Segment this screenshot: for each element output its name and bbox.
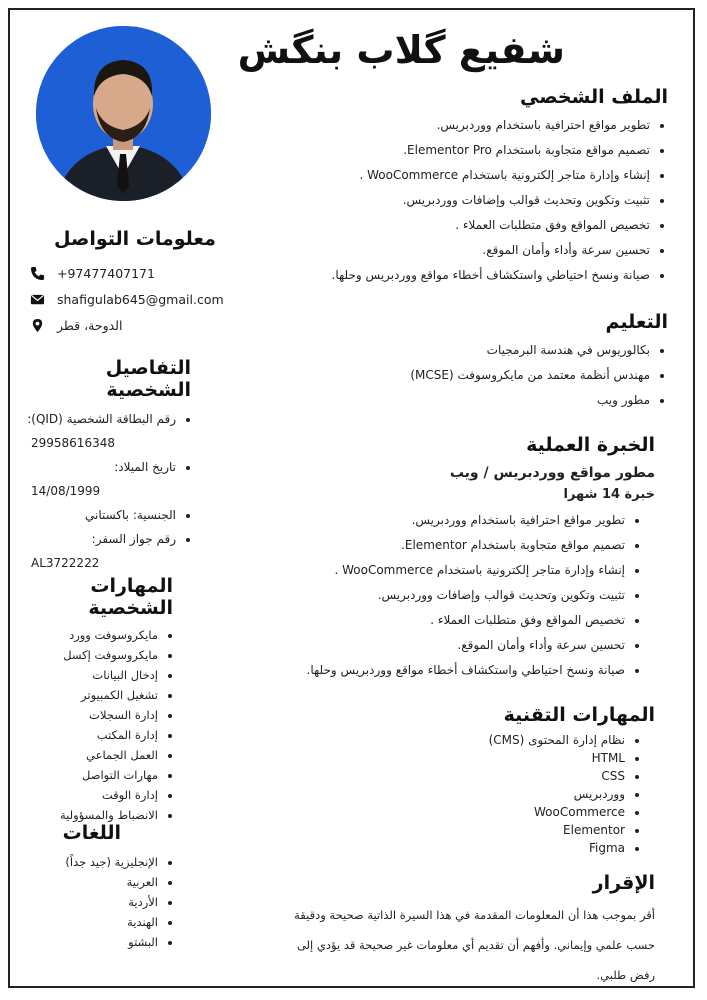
profile-item: • تثبيت وتكوين وتحديث قوالب وإضافات ووردبريس. [268,188,650,213]
experience-item: • تثبيت وتكوين وتحديث قوالب وإضافات ووردبريس. [255,583,625,608]
personal-skill-item: • إدارة السجلات [23,705,158,725]
declaration-title: الإقرار [592,872,655,894]
experience-duration: خبرة 14 شهرا [563,487,655,502]
contact-phone [26,260,226,286]
declaration-section [275,872,655,990]
tech-skill-item: • Figma [255,839,625,857]
personal-qid-label: • رقم البطاقة الشخصية (QID): [21,407,176,431]
profile-item: • تخصيص المواقع وفق متطلبات العملاء . [268,213,650,238]
education-item: • مهندس أنظمة معتمد من مايكروسوفت (MCSE) [268,363,650,388]
profile-item: • صيانة ونسخ احتياطي واستكشاف أخطاء مواقع ووردبريس وحلها. [268,263,650,288]
personal-title: التفاصيل الشخصية [105,357,191,401]
personal-skill-item: • تشغيل الكمبيوتر [23,685,158,705]
tech-skills-title: المهارات التقنية [503,704,655,726]
location-pin-icon [30,318,45,333]
personal-skill-item: • إدارة المكتب [23,725,158,745]
profile-item: • تصميم مواقع متجاوبة باستخدام Elementor Pro. [268,138,650,163]
personal-qid-value: 29958616348 [31,436,115,450]
education-item: • مطور ويب [268,388,650,413]
personal-skills-title: المهارات الشخصية [88,575,173,619]
experience-item: • تطوير مواقع احترافية باستخدام ووردبريس. [255,508,625,533]
contact-list [26,260,226,338]
language-item: • الهندية [23,912,158,932]
tech-skill-item: • نظام إدارة المحتوى (CMS) [255,731,625,749]
experience-item: • تخصيص المواقع وفق متطلبات العملاء . [255,608,625,633]
personal-skills-section [23,575,173,825]
experience-item: • تحسين سرعة وأداء وأمان الموقع. [255,633,625,658]
candidate-name: شفيع گلاب بنگش [237,28,565,72]
contact-email [26,286,226,312]
personal-skill-item: • مايكروسوفت إكسل [23,645,158,665]
email-icon [30,292,45,307]
personal-skill-item: • مهارات التواصل [23,765,158,785]
tech-skill-item: • Elementor [255,821,625,839]
tech-skill-item: • WooCommerce [255,803,625,821]
personal-passport-label: • رقم جواز السفر: [21,527,176,551]
contact-phone-value: +97477407171 [57,265,155,281]
language-item: • الإنجليزية (جيد جداً) [23,852,158,872]
profile-item: • تطوير مواقع احترافية باستخدام ووردبريس. [268,113,650,138]
profile-photo-illustration [36,26,211,201]
profile-title: الملف الشخصي [519,86,668,108]
personal-passport-value: AL3722222 [31,556,100,570]
language-item: • العربية [23,872,158,892]
tech-skill-item: • ووردبريس [255,785,625,803]
tech-skill-item: • HTML [255,749,625,767]
contact-location-value: الدوحة، قطر [57,317,123,333]
experience-item: • إنشاء وإدارة متاجر إلكترونية باستخدام WooCommerce . [255,558,625,583]
personal-skill-item: • العمل الجماعي [23,745,158,765]
languages-section [23,822,173,952]
contact-location [26,312,226,338]
personal-dob-label: • تاريخ الميلاد: [21,455,176,479]
phone-icon [30,266,45,281]
personal-skill-item: • إدارة الوقت [23,785,158,805]
language-item: • الأردية [23,892,158,912]
experience-item: • تصميم مواقع متجاوبة باستخدام Elementor. [255,533,625,558]
profile-section [268,86,668,288]
tech-skills-section [255,704,655,857]
experience-role: مطور مواقع ووردبريس / ويب [449,465,655,481]
contact-title: معلومات التواصل [54,228,216,250]
personal-skill-item: • مايكروسوفت وورد [23,625,158,645]
declaration-text: أقر بموجب هذا أن المعلومات المقدمة في هذا السيرة الذاتية صحيحة ودقيقة حسب علمي وإيماني. وأفهم أن تقديم أي معلومات غير صحيحة قد يؤدي إلى رفض طلبي. [294,908,655,982]
personal-skill-item: • الانضباط والمسؤولية [23,805,158,825]
experience-item: • صيانة ونسخ احتياطي واستكشاف أخطاء مواقع ووردبريس وحلها. [255,658,625,683]
languages-title: اللغات [62,822,121,844]
education-item: • بكالوريوس في هندسة البرمجيات [268,338,650,363]
personal-dob-value: 14/08/1999 [31,484,101,498]
education-section [268,311,668,413]
personal-nationality: • الجنسية: باكستاني [21,503,176,527]
personal-section [21,357,191,575]
language-item: • البشتو [23,932,158,952]
resume-page [8,8,695,988]
profile-photo [36,26,211,201]
experience-title: الخبرة العملية [526,434,655,456]
profile-item: • إنشاء وإدارة متاجر إلكترونية باستخدام WooCommerce . [268,163,650,188]
contact-email-value: shafigulab645@gmail.com [57,291,224,307]
profile-item: • تحسين سرعة وأداء وأمان الموقع. [268,238,650,263]
tech-skill-item: • CSS [255,767,625,785]
personal-skill-item: • إدخال البيانات [23,665,158,685]
education-title: التعليم [605,311,668,333]
experience-section [255,434,655,683]
